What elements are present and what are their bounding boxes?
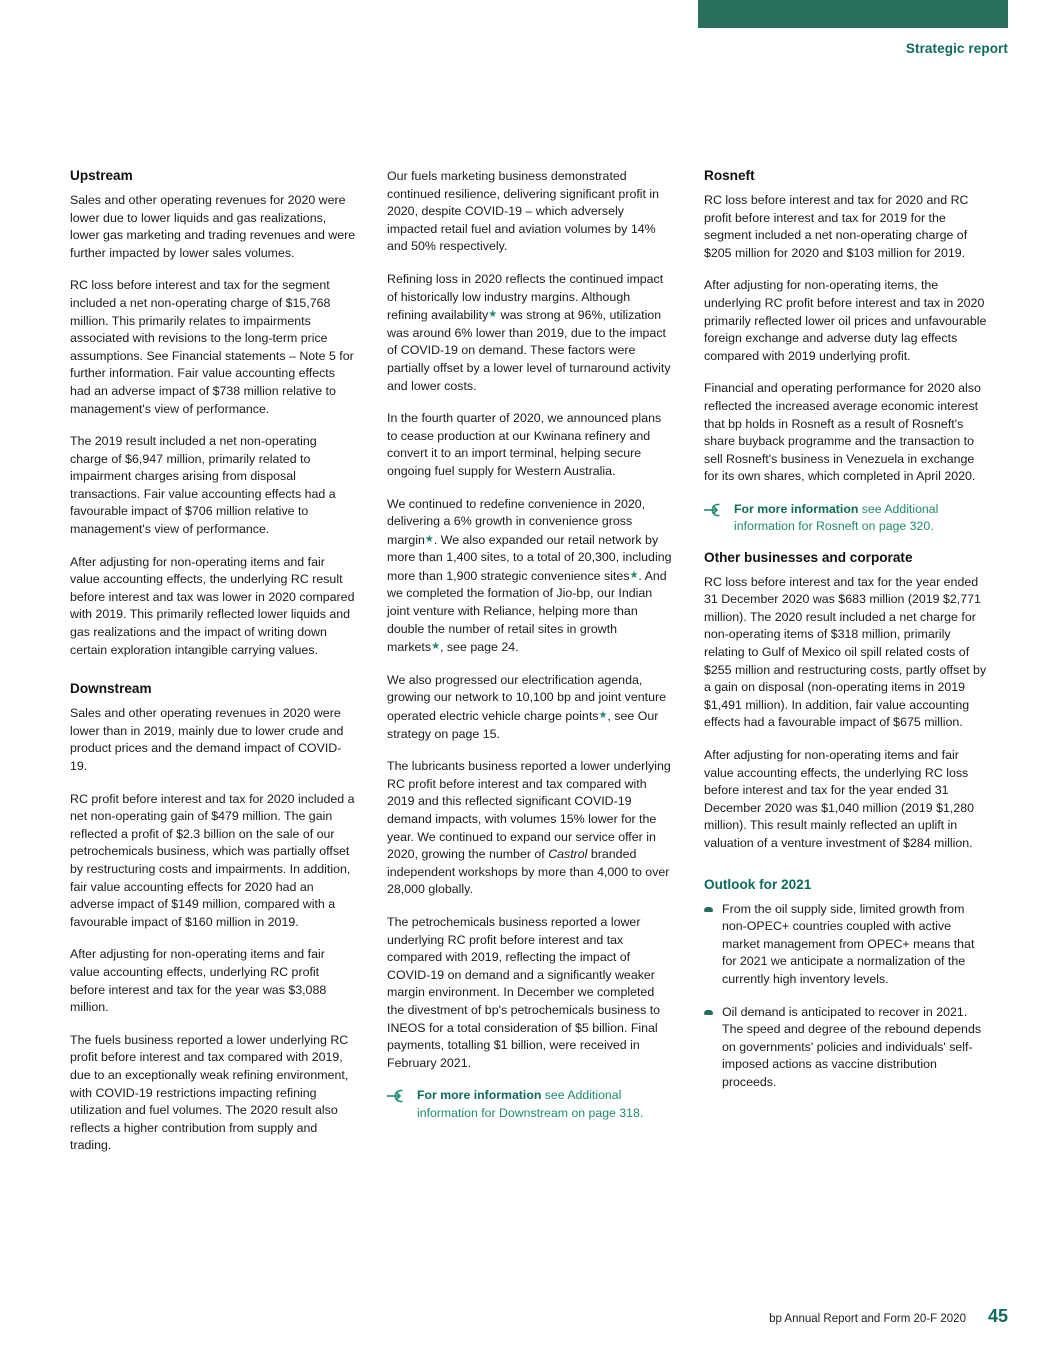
more-information-downstream[interactable] [387,1087,673,1122]
column-right [704,168,990,1155]
paragraph-kwinana: In the fourth quarter of 2020, we announced plans to cease production at our Kwinana refinery and convert it to an import terminal, helping secure ongoing fuel supply for Western Australia. [387,411,662,478]
refining-text-b: was strong at 96%, utilization was around 6% lower than 2019, due to the impact of COVID-19 on demand. These factors were partially offset by a lower level of turnaround activity and lower costs. [387,308,671,393]
lubricants-text-b: branded independent workshops by more than 4,000 to over 28,000 globally. [387,847,670,897]
electrification-text-b: , see Our strategy on page 15. [387,709,659,741]
more-information-detail: see Additional information for Rosneft on page 320. [734,501,939,534]
page-number: 45 [987,1306,1008,1326]
paragraph-downstream-4: The fuels business reported a lower underlying RC profit before interest and tax compared with 2019, due to an exceptionally weak refining environment, with COVID-19 restrictions impacting refining utilization and fuel volumes. The 2020 result also reflects a higher contribution from supply and trading. [70,1032,349,1153]
paragraph-lubricants [387,758,673,899]
paragraph-other-2: After adjusting for non-operating items and fair value accounting effects, the underlying RC loss before interest and tax for the year ended 31 December 2020 was $1,040 million (2019 $1,280 million). This result mainly reflected an uplift in valuation of a venture investment of $284 million. [704,748,975,850]
paragraph-upstream-3: The 2019 result included a net non-operating charge of $6,947 million, primarily related to impairment charges arising from disposal transactions. Fair value accounting effects had a favourable impact of $706 million relative to management's view of performance. [70,434,336,537]
more-information-label: For more information [734,501,859,516]
footnote-star-icon: ★ [488,309,498,321]
more-information-text [417,1087,673,1122]
heading-outlook-2021: Outlook for 2021 [704,876,812,892]
paragraph-rosneft-3: Financial and operating performance for 2020 also reflected the increased average economic interest that bp holds in Rosneft as a result of Rosneft's share buyback programme and the transaction to sell Rosneft's business in Venezuela in exchange for its own shares, which completed in April 2020. [704,381,981,484]
paragraph-downstream-3: After adjusting for non-operating items and fair value accounting effects, underlying RC profit before interest and tax for the year was $3,088 million. [70,947,327,1015]
arrow-circle-icon [704,501,726,522]
paragraph-downstream-2: RC profit before interest and tax for 2020 included a net non-operating gain of $479 million. The gain reflected a profit of $2.3 billion on the sale of our petrochemicals business, which was partially offset by restructuring costs and impairments. In addition, fair value accounting effects for 2020 had an adverse impact of $149 million, compared with a favourable impact of $160 million in 2019. [70,791,355,929]
convenience-text-d: , see page 24. [440,640,519,655]
heading-downstream: Downstream [70,681,152,697]
footer-source: bp Annual Report and Form 20-F 2020 [769,1313,966,1325]
electrification-text-a: We also progressed our electrification agenda, growing our network to 10,100 bp and joint venture operated electric vehicle charge points [387,672,666,724]
list-item: Oil demand is anticipated to recover in 2021. The speed and degree of the rebound depends on governments' policies and individuals' self-imposed actions as vaccine distribution proceeds. [704,1004,990,1092]
heading-rosneft: Rosneft [704,168,755,183]
arrow-circle-icon [387,1087,409,1108]
paragraph-convenience [387,496,673,657]
footnote-star-icon: ★ [424,533,434,545]
more-information-label: For more information [417,1088,542,1103]
heading-upstream: Upstream [70,168,133,183]
column-left [70,168,356,1155]
outlook-bullet-list [704,901,990,1092]
convenience-text-c: . And we completed the formation of Jio-bp, our Indian joint venture with Reliance, helping more than double the number of retail sites in growth markets [387,568,667,655]
paragraph-upstream-2: RC loss before interest and tax for the segment included a net non-operating charge of $15,768 million. This primarily relates to impairments associated with revisions to the long-term price assumptions. See Financial statements – Note 5 for further information. Fair value accounting effects had an adverse impact of $738 million relative to management's view of performance. [70,278,354,416]
convenience-text-a: We continued to redefine convenience in 2020, delivering a 6% growth in convenience gross margin [387,496,646,547]
page-footer [769,1306,1008,1327]
paragraph-rosneft-2: After adjusting for non-operating items, the underlying RC profit before interest and tax in 2020 primarily reflected lower oil prices and unfavourable foreign exchange and adverse duty lag effects compared with 2019 underlying profit. [704,278,987,363]
header-green-bar [698,0,1008,28]
paragraph-fuels-marketing: Our fuels marketing business demonstrated continued resilience, delivering significant profit in 2020, despite COVID-19 – which adversely impacted retail fuel and aviation volumes by 14% and 50% respectively. [387,169,660,254]
paragraph-other-1: RC loss before interest and tax for the year ended 31 December 2020 was $683 million (2019 $2,771 million). The 2020 result included a net charge for non-operating items of $318 million, primarily relating to Gulf of Mexico oil spill related costs of $255 million and restructuring costs, partly offset by a gain on disposal (non-operating items in 2019 $1,491 million). In addition, fair value accounting effects had a favourable impact of $675 million. [704,574,987,730]
more-information-text [734,501,990,536]
more-information-detail: see Additional information for Downstream on page 318. [417,1088,644,1120]
column-middle [387,168,673,1155]
paragraph-refining-loss [387,271,673,395]
paragraph-electrification [387,672,673,743]
heading-other-businesses: Other businesses and corporate [704,549,913,565]
list-item: From the oil supply side, limited growth from non-OPEC+ countries coupled with active market management from OPEC+ means that for 2021 we anticipate a normalization of the currently high inventory levels. [704,901,990,989]
paragraph-upstream-1: Sales and other operating revenues for 2020 were lower due to lower liquids and gas realizations, lower gas marketing and trading revenues and were further impacted by lower sales volumes. [70,192,356,260]
footnote-star-icon: ★ [598,710,608,722]
lubricants-brand-name: Castrol [548,847,588,862]
more-information-rosneft[interactable] [704,501,990,536]
convenience-text-b: . We also expanded our retail network by more than 1,400 sites, to a total of 20,300, including more than 1,900 strategic convenience sites [387,532,672,583]
paragraph-rosneft-1: RC loss before interest and tax for 2020 and RC profit before interest and tax for 2019 for the segment included a net non-operating charge of $205 million for 2020 and $103 million for 2019. [704,192,969,260]
article-columns [70,168,990,1155]
lubricants-text-a: The lubricants business reported a lower underlying RC profit before interest and tax compared with 2019 and this reflected significant COVID-19 demand impacts, with volumes 15% lower for the year. We continued to expand our service offer in 2020, growing the number of [387,759,671,862]
paragraph-downstream-1: Sales and other operating revenues in 2020 were lower than in 2019, mainly due to lower crude and product prices and the demand impact of COVID-19. [70,706,344,773]
paragraph-upstream-4: After adjusting for non-operating items and fair value accounting effects, the underlying RC result before interest and tax was lower in 2020 compared with 2019. This primarily reflected lower liquids and gas realizations and the impact of writing down certain exploration intangible carrying values. [70,554,355,657]
header-section-label: Strategic report [905,41,1008,56]
refining-text-a: Refining loss in 2020 reflects the continued impact of historically low industry margins. Although refining availability [387,271,664,323]
footnote-star-icon: ★ [431,641,441,653]
footnote-star-icon: ★ [629,569,639,581]
paragraph-petrochemicals: The petrochemicals business reported a lower underlying RC profit before interest and tax compared with 2019, reflecting the impact of COVID-19 on demand and a significantly weaker margin environment. In December we completed the divestment of bp's petrochemicals business to INEOS for a total consideration of $5 billion. Final payments, totalling $1 billion, were received in February 2021. [387,914,661,1070]
